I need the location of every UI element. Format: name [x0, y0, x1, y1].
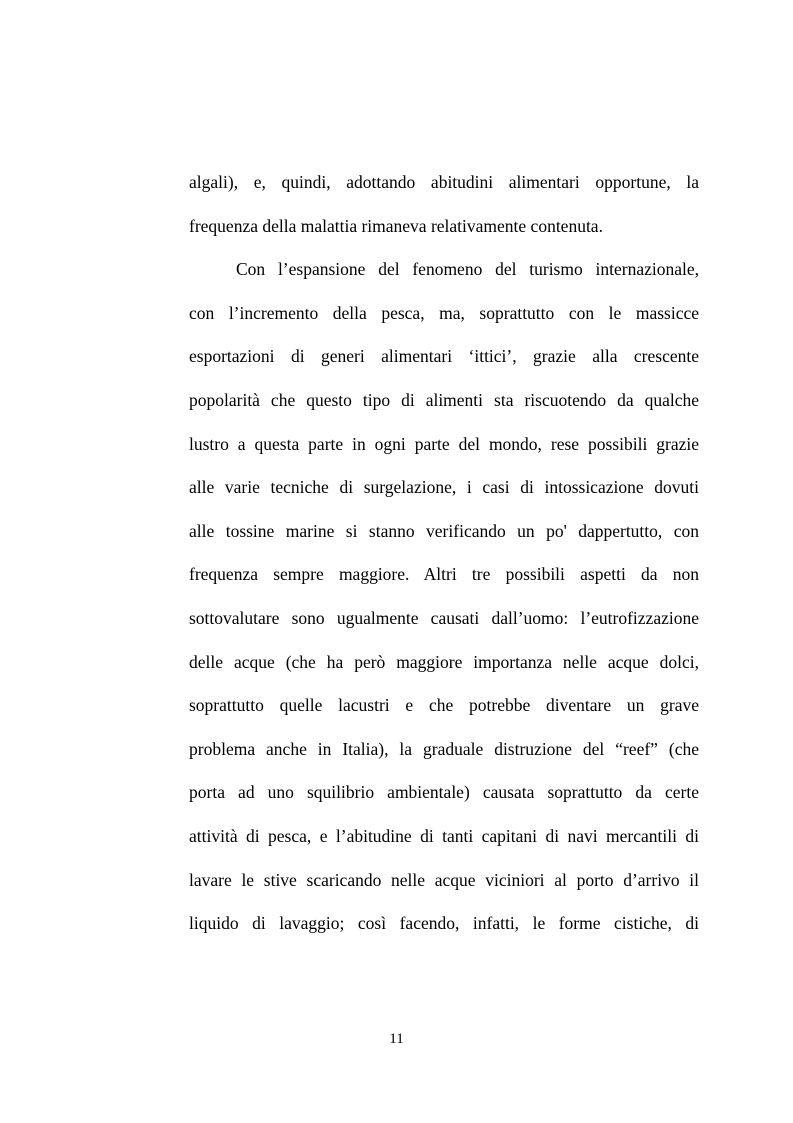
text-line: alle varie tecniche di surgelazione, i casi di intossicazione dovuti [189, 477, 699, 498]
text-line: algali), e, quindi, adottando abitudini alimentari opportune, la [189, 172, 699, 192]
text-line: frequenza sempre maggiore. Altri tre possibili aspetti da non [189, 564, 699, 585]
text-line: sottovalutare sono ugualmente causati dall’uomo: l’eutrofizzazione [189, 607, 699, 628]
text-line: Con l’espansione del fenomeno del turismo internazionale, [236, 259, 699, 280]
text-line: attività di pesca, e l’abitudine di tanti capitani di navi mercantili di [189, 825, 699, 846]
text-line: esportazioni di generi alimentari ‘ittici’, grazie alla crescente [189, 346, 699, 367]
text-line: lustro a questa parte in ogni parte del mondo, rese possibili grazie [189, 433, 699, 454]
text-line: lavare le stive scaricando nelle acque viciniori al porto d’arrivo il [189, 869, 699, 890]
text-line: frequenza della malattia rimaneva relativamente contenuta. [189, 215, 603, 236]
text-line: soprattutto quelle lacustri e che potrebbe diventare un grave [189, 695, 699, 716]
text-line: delle acque (che ha però maggiore importanza nelle acque dolci, [189, 651, 699, 672]
text-line: popolarità che questo tipo di alimenti sta riscuotendo da qualche [189, 389, 699, 410]
text-line: alle tossine marine si stanno verificando un po' dappertutto, con [189, 520, 699, 541]
body-text [189, 166, 699, 951]
text-line: porta ad uno squilibrio ambientale) causata soprattutto da certe [189, 782, 699, 803]
text-line: con l’incremento della pesca, ma, soprattutto con le massicce [189, 302, 699, 323]
text-line: problema anche in Italia), la graduale distruzione del “reef” (che [189, 738, 699, 759]
page-number: 11 [389, 1031, 404, 1047]
text-line: liquido di lavaggio; così facendo, infatti, le forme cistiche, di [189, 913, 699, 934]
